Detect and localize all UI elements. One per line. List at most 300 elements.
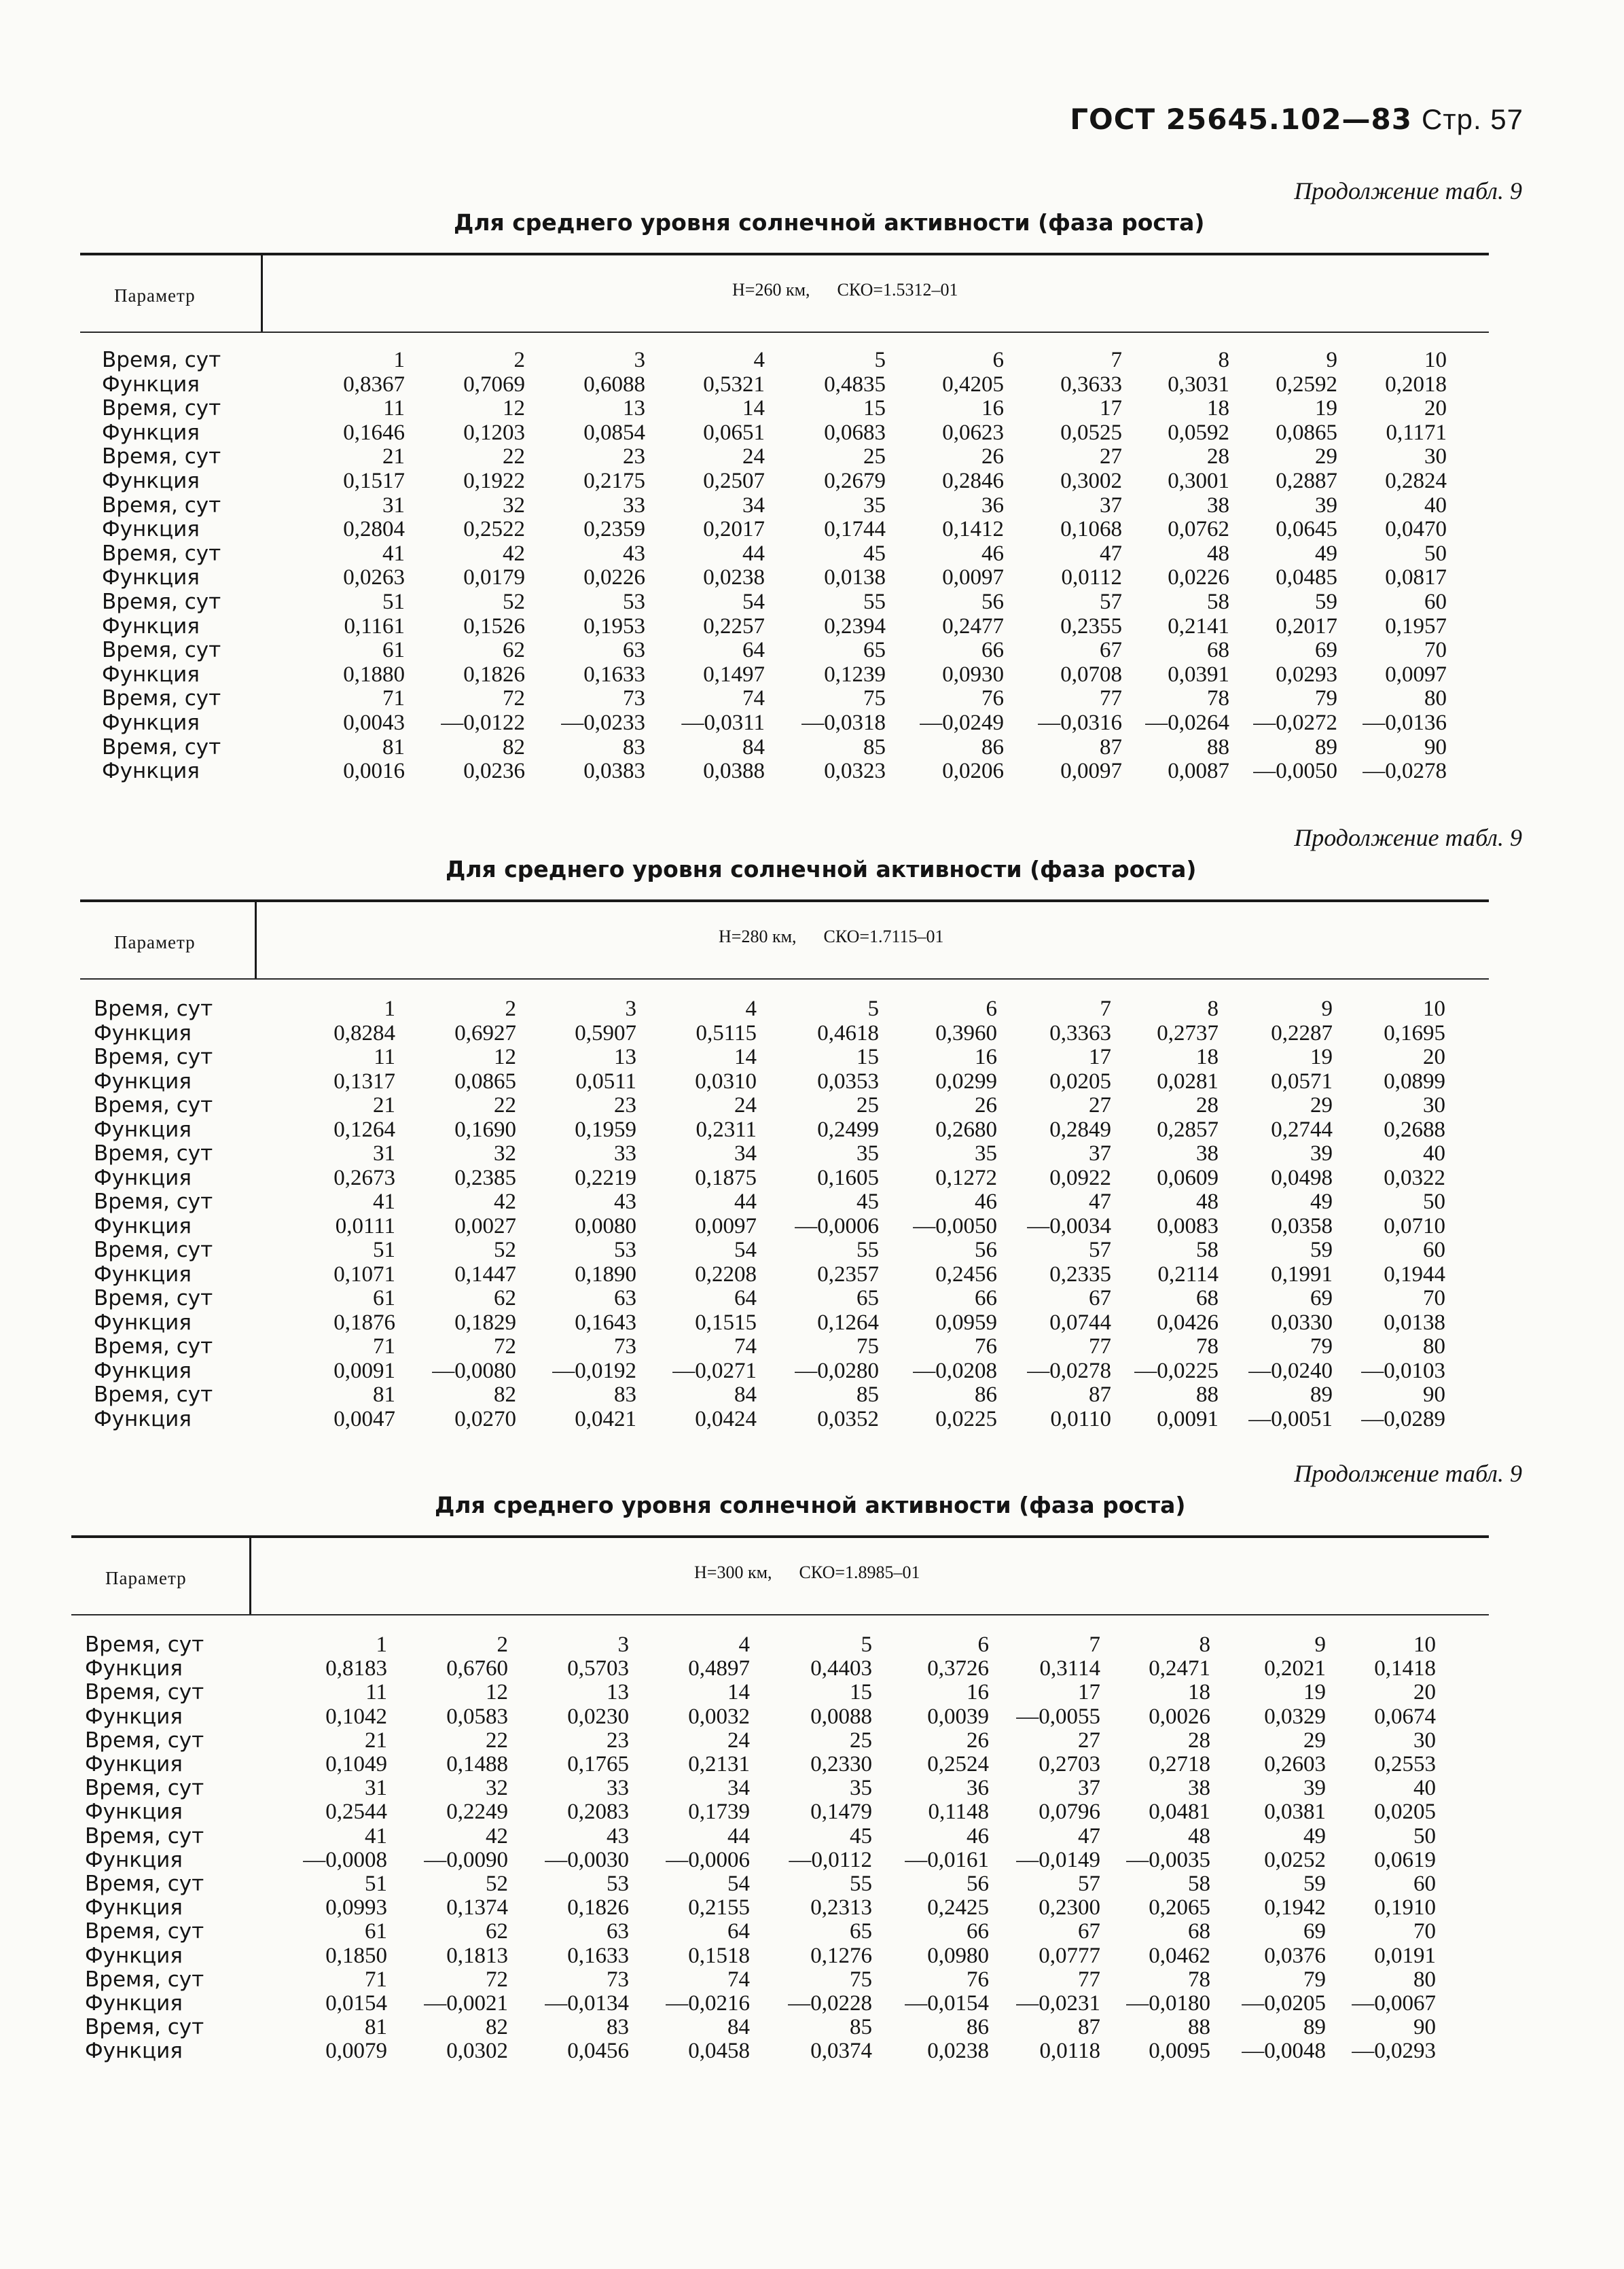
table-cell: 0,0796	[1039, 1800, 1100, 1825]
table-cell: 75	[850, 1967, 872, 1992]
table-cell: 0,0095	[1149, 2039, 1210, 2064]
table-row	[85, 1944, 1489, 1968]
table-cell: 0,1042	[325, 1704, 387, 1729]
table-cell: 0,0310	[695, 1069, 757, 1094]
table-cell: 0,1953	[583, 613, 645, 639]
table-cell: 0,0118	[1039, 2039, 1100, 2064]
table-cell: 0,0959	[935, 1310, 997, 1335]
table-cell: 0,0083	[1157, 1213, 1219, 1238]
table-cell: —0,0051	[1248, 1406, 1333, 1431]
table-cell: 0,2553	[1374, 1752, 1436, 1776]
table-cell: 0,0426	[1157, 1310, 1219, 1335]
table-cell: 77	[1078, 1967, 1100, 1992]
table-cell: —0,0216	[666, 1991, 750, 2016]
table-cell: 19	[1315, 396, 1337, 421]
table-cell: 71	[365, 1967, 387, 1992]
table-cell: 67	[1089, 1286, 1111, 1310]
table-cell: —0,0149	[1016, 1847, 1100, 1872]
table-cell: 0,1739	[688, 1800, 750, 1825]
table-cell: —0,0008	[303, 1847, 387, 1872]
table-cell: 0,0205	[1049, 1069, 1111, 1094]
table-cell: 0,0609	[1157, 1165, 1219, 1190]
row-label: Время, сут	[94, 1382, 213, 1407]
table-cell: 49	[1315, 541, 1337, 566]
table-cell: 22	[486, 1728, 508, 1753]
table-row	[94, 1407, 1489, 1431]
table-cell: —0,0280	[795, 1358, 879, 1383]
table-cell: 0,2359	[583, 517, 645, 542]
table-cell: 0,3960	[935, 1020, 997, 1046]
table-cell: 0,8183	[325, 1656, 387, 1681]
table-cell: 11	[374, 1045, 395, 1069]
table-cell: 0,2524	[927, 1752, 989, 1776]
sko-label: СКО=1.8985–01	[799, 1562, 920, 1582]
table-cell: 0,0179	[463, 565, 525, 590]
table-cell: 0,0388	[703, 759, 765, 784]
table-cell: 0,0525	[1060, 420, 1122, 445]
row-label: Время, сут	[94, 1190, 213, 1214]
table-cell: 0,1922	[463, 469, 525, 493]
row-label: Время, сут	[94, 1045, 213, 1069]
table-cell: —0,0289	[1361, 1406, 1445, 1431]
table-cell: 90	[1424, 734, 1447, 760]
table-cell: 26	[975, 1093, 997, 1118]
table-cell: 79	[1315, 686, 1337, 711]
table-cell: —0,0228	[788, 1991, 872, 2016]
table-row	[85, 1800, 1489, 1824]
table-cell: 47	[1078, 1823, 1100, 1848]
table-cell: 31	[382, 493, 405, 518]
row-label: Время, сут	[102, 638, 221, 663]
table-cell: 0,0358	[1271, 1213, 1333, 1238]
table-cell: 76	[981, 686, 1004, 711]
row-label: Время, сут	[94, 1093, 213, 1118]
table-cell: 0,2703	[1039, 1752, 1100, 1776]
table-top-rule	[71, 1535, 1489, 1538]
row-label: Время, сут	[94, 997, 213, 1021]
table-cell: 0,0421	[575, 1406, 636, 1431]
table-row	[85, 1752, 1489, 1776]
table-cell: 0,0205	[1374, 1800, 1436, 1825]
table-cell: 0,1944	[1384, 1262, 1445, 1287]
table-cell: 48	[1207, 541, 1229, 566]
table-cell: 74	[742, 686, 765, 711]
table-cell: 0,2857	[1157, 1117, 1219, 1142]
table-cell: 0,2355	[1060, 613, 1122, 639]
table-row	[85, 2039, 1489, 2063]
table-cell: 66	[975, 1286, 997, 1310]
table-cell: 86	[967, 2015, 989, 2040]
table-cell: 73	[614, 1334, 636, 1359]
table-cell: 0,1890	[575, 1262, 636, 1287]
table-cell: 0,1880	[343, 662, 405, 687]
table-cell: —0,0080	[432, 1358, 516, 1383]
table-cell: 0,2680	[935, 1117, 997, 1142]
table-cell: 0,6760	[446, 1656, 508, 1681]
table-cell: 55	[850, 1872, 872, 1896]
table-cell: 64	[742, 638, 765, 663]
table-cell: 54	[742, 590, 765, 614]
table-cell: 2	[497, 1632, 508, 1657]
table-cell: 0,0079	[325, 2039, 387, 2064]
table-cell: 6	[977, 1632, 989, 1657]
table-params-info	[719, 927, 944, 947]
table-cell: 62	[503, 638, 525, 663]
table-cell: 0,0225	[935, 1406, 997, 1431]
table-cell: 0,0571	[1271, 1069, 1333, 1094]
param-column-header: Параметр	[105, 1568, 187, 1588]
row-label: Функция	[85, 1656, 183, 1681]
table-cell: 0,4205	[942, 372, 1004, 397]
table-cell: 29	[1315, 444, 1337, 469]
row-label: Функция	[94, 1069, 192, 1094]
table-cell: 31	[373, 1141, 395, 1166]
table-cell: 34	[734, 1141, 757, 1166]
table-cell: 64	[727, 1919, 750, 1944]
table-cell: —0,0021	[424, 1991, 508, 2016]
table-cell: 8	[1199, 1632, 1210, 1657]
table-cell: 30	[1424, 444, 1447, 469]
table-cell: 77	[1089, 1334, 1111, 1359]
table-cell: 61	[373, 1286, 395, 1310]
table-cell: 0,1264	[817, 1310, 879, 1335]
table-cell: 0,1317	[333, 1069, 395, 1094]
table-cell: 18	[1207, 396, 1229, 421]
table-row	[94, 1238, 1489, 1262]
table-cell: 89	[1315, 734, 1337, 760]
table-top-rule	[80, 899, 1489, 902]
table-cell: —0,0272	[1253, 711, 1337, 735]
table-cell: 0,2021	[1264, 1656, 1326, 1681]
table-row	[102, 711, 1489, 735]
table-cell: 44	[727, 1823, 750, 1848]
table-cell: 0,0047	[333, 1406, 395, 1431]
table-cell: 0,0744	[1049, 1310, 1111, 1335]
table-cell: 39	[1303, 1776, 1326, 1801]
table-cell: 0,1049	[325, 1752, 387, 1776]
table-cell: 0,0238	[703, 565, 765, 590]
table-cell: 0,6927	[454, 1020, 516, 1046]
table-cell: 63	[614, 1286, 636, 1310]
table-cell: 0,2219	[575, 1165, 636, 1190]
table-cell: 55	[856, 1238, 879, 1262]
table-cell: 0,1526	[463, 613, 525, 639]
table-cell: 80	[1424, 686, 1447, 711]
table-cell: 0,0097	[1385, 662, 1447, 687]
table-cell: 0,2849	[1049, 1117, 1111, 1142]
row-label: Функция	[102, 420, 200, 445]
table-cell: 3	[634, 348, 645, 372]
table-cell: 16	[975, 1045, 997, 1069]
row-label: Функция	[102, 565, 200, 590]
row-label: Функция	[85, 1752, 183, 1776]
table-cell: 0,2155	[688, 1895, 750, 1920]
table-cell: 0,0226	[583, 565, 645, 590]
table-cell: 81	[365, 2015, 387, 2040]
table-cell: 65	[863, 638, 886, 663]
table-cell: 0,2257	[703, 613, 765, 639]
table-cell: 0,3363	[1049, 1020, 1111, 1046]
table-cell: 0,1633	[567, 1943, 629, 1968]
table-cell: 0,5907	[575, 1020, 636, 1046]
table-cell: 71	[382, 686, 405, 711]
table-top-rule	[80, 253, 1489, 255]
table-cell: 84	[734, 1382, 757, 1407]
table-cell: 60	[1423, 1238, 1445, 1262]
table-cell: 0,2249	[446, 1800, 508, 1825]
table-cell: 0,0302	[446, 2039, 508, 2064]
table-cell: 43	[623, 541, 645, 566]
table-cell: 0,1765	[567, 1752, 629, 1776]
table-cell: 68	[1188, 1919, 1210, 1944]
table-cell: 5	[861, 1632, 872, 1657]
table-cell: 0,2824	[1385, 469, 1447, 493]
table-cell: 24	[734, 1093, 757, 1118]
table-cell: 0,6088	[583, 372, 645, 397]
table-cell: 65	[856, 1286, 879, 1310]
table-cell: 0,2385	[454, 1165, 516, 1190]
table-cell: 0,0592	[1168, 420, 1229, 445]
table-cell: 0,0993	[325, 1895, 387, 1920]
table-cell: 0,2131	[688, 1752, 750, 1776]
table-cell: 37	[1089, 1141, 1111, 1166]
table-cell: 30	[1423, 1093, 1445, 1118]
table-cell: 0,0383	[583, 759, 645, 784]
table-cell: 0,5321	[703, 372, 765, 397]
table-cell: 0,0374	[810, 2039, 872, 2064]
table-cell: 0,0456	[567, 2039, 629, 2064]
table-cell: 0,0485	[1276, 565, 1337, 590]
table-cell: 0,7069	[463, 372, 525, 397]
table-row	[102, 662, 1489, 687]
table-cell: —0,0122	[441, 711, 525, 735]
table-row	[94, 1382, 1489, 1407]
table-cell: 86	[981, 734, 1004, 760]
table-cell: 48	[1188, 1823, 1210, 1848]
table-cell: 69	[1303, 1919, 1326, 1944]
table-cell: 47	[1089, 1190, 1111, 1214]
table-cell: 14	[742, 396, 765, 421]
table-cell: 0,0026	[1149, 1704, 1210, 1729]
table-cell: 0,2679	[824, 469, 886, 493]
table-cell: 7	[1089, 1632, 1100, 1657]
param-column-header: Параметр	[114, 932, 196, 952]
table-cell: 50	[1413, 1823, 1436, 1848]
table-cell: 28	[1196, 1093, 1219, 1118]
table-cell: 0,1959	[575, 1117, 636, 1142]
param-column-header: Параметр	[114, 285, 196, 306]
table-cell: 65	[850, 1919, 872, 1944]
row-label: Функция	[85, 1943, 183, 1968]
table-cell: 83	[623, 734, 645, 760]
row-label: Функция	[85, 1895, 183, 1920]
table-row	[94, 1045, 1489, 1069]
table-cell: 73	[623, 686, 645, 711]
table-cell: 62	[486, 1919, 508, 1944]
table-params-info	[694, 1562, 920, 1583]
table-cell: 50	[1424, 541, 1447, 566]
row-label: Функция	[102, 759, 200, 784]
row-label: Функция	[94, 1213, 192, 1238]
table-cell: 29	[1303, 1728, 1326, 1753]
table-cell: 0,1488	[446, 1752, 508, 1776]
row-label: Время, сут	[102, 444, 221, 469]
table-params-info	[732, 280, 958, 300]
table-cell: 0,1910	[1374, 1895, 1436, 1920]
table-cell: 85	[863, 734, 886, 760]
table-cell: —0,0231	[1016, 1991, 1100, 2016]
table-cell: 10	[1423, 997, 1445, 1021]
table-cell: 88	[1196, 1382, 1219, 1407]
table-cell: 87	[1078, 2015, 1100, 2040]
table-cell: 0,1605	[817, 1165, 879, 1190]
table-cell: 69	[1310, 1286, 1333, 1310]
table-cell: 24	[742, 444, 765, 469]
table-cell: 69	[1315, 638, 1337, 663]
table-cell: 5	[874, 348, 886, 372]
table-row	[85, 1824, 1489, 1848]
table-cell: 10	[1413, 1632, 1436, 1657]
table-row	[85, 1776, 1489, 1800]
table-cell: 20	[1413, 1680, 1436, 1705]
table-cell: 0,0623	[942, 420, 1004, 445]
table-cell: 0,2330	[810, 1752, 872, 1776]
table-cell: 0,1068	[1060, 517, 1122, 542]
table-cell: 0,2688	[1384, 1117, 1445, 1142]
table-cell: 62	[494, 1286, 516, 1310]
table-cell: 45	[850, 1823, 872, 1848]
table-cell: —0,0205	[1242, 1991, 1326, 2016]
table-header-divider	[249, 1538, 251, 1614]
table-cell: 76	[967, 1967, 989, 1992]
table-cell: 0,0481	[1149, 1800, 1210, 1825]
table-cell: 0,1646	[343, 420, 405, 445]
table-cell: 0,1991	[1271, 1262, 1333, 1287]
table-cell: 52	[494, 1238, 516, 1262]
table-cell: 8	[1207, 997, 1219, 1021]
row-label: Функция	[102, 662, 200, 687]
table-cell: 0,0097	[942, 565, 1004, 590]
row-label: Время, сут	[85, 1872, 204, 1896]
table-cell: —0,0233	[561, 711, 645, 735]
table-cell: 0,0470	[1385, 517, 1447, 542]
table-cell: 0,0922	[1049, 1165, 1111, 1190]
table-cell: 22	[503, 444, 525, 469]
table-cell: 0,0270	[454, 1406, 516, 1431]
table-cell: 0,0645	[1276, 517, 1337, 542]
table-row	[85, 1728, 1489, 1753]
table-cell: 77	[1100, 686, 1122, 711]
table-cell: 52	[503, 590, 525, 614]
table-cell: —0,0050	[913, 1213, 997, 1238]
table-title: Для среднего уровня солнечной активности (фаза роста)	[435, 1492, 1186, 1518]
table-cell: 67	[1100, 638, 1122, 663]
sko-label: СКО=1.5312–01	[837, 280, 958, 300]
table-cell: —0,0278	[1363, 759, 1447, 784]
table-cell: 52	[486, 1872, 508, 1896]
table-cell: 85	[856, 1382, 879, 1407]
table-cell: 1	[384, 997, 395, 1021]
table-header-bottom-rule	[80, 978, 1489, 980]
table-cell: 14	[727, 1680, 750, 1705]
table-cell: 0,2394	[824, 613, 886, 639]
table-row	[94, 1021, 1489, 1046]
table-cell: 0,8284	[333, 1020, 395, 1046]
table-cell: 0,0498	[1271, 1165, 1333, 1190]
table-cell: —0,0271	[672, 1358, 757, 1383]
table-cell: 75	[856, 1334, 879, 1359]
table-cell: 2	[505, 997, 516, 1021]
table-cell: 23	[623, 444, 645, 469]
table-cell: 10	[1424, 348, 1447, 372]
table-header-divider	[255, 902, 257, 978]
row-label: Время, сут	[102, 541, 221, 566]
table-cell: 16	[967, 1680, 989, 1705]
table-cell: 0,0462	[1149, 1943, 1210, 1968]
row-label: Функция	[102, 469, 200, 493]
table-cell: 0,0043	[343, 711, 405, 735]
table-cell: 0,0110	[1050, 1406, 1111, 1431]
table-cell: 59	[1315, 590, 1337, 614]
table-cell: 90	[1423, 1382, 1445, 1407]
table-cell: 23	[614, 1093, 636, 1118]
table-cell: 89	[1303, 2015, 1326, 2040]
table-cell: 2	[513, 348, 525, 372]
table-cell: 0,5703	[567, 1656, 629, 1681]
table-cell: —0,0278	[1027, 1358, 1111, 1383]
table-cell: 54	[727, 1872, 750, 1896]
table-row	[85, 1895, 1489, 1920]
row-label: Время, сут	[85, 1680, 204, 1705]
row-label: Время, сут	[102, 396, 221, 421]
table-row	[85, 1632, 1489, 1657]
table-cell: 0,1875	[695, 1165, 757, 1190]
table-row	[102, 614, 1489, 639]
table-cell: 74	[727, 1967, 750, 1992]
table-cell: 41	[365, 1823, 387, 1848]
table-row	[94, 1190, 1489, 1214]
table-cell: 0,0323	[824, 759, 886, 784]
table-cell: 0,1695	[1384, 1020, 1445, 1046]
table-cell: 41	[382, 541, 405, 566]
table-row	[85, 1680, 1489, 1704]
table-cell: 17	[1078, 1680, 1100, 1705]
table-cell: 0,0511	[575, 1069, 636, 1094]
table-cell: 0,0381	[1264, 1800, 1326, 1825]
table-cell: 8	[1218, 348, 1229, 372]
table-cell: 17	[1089, 1045, 1111, 1069]
table-cell: 27	[1078, 1728, 1100, 1753]
table-cell: 0,0322	[1384, 1165, 1445, 1190]
table-cell: —0,0318	[801, 711, 886, 735]
table-cell: 0,1876	[333, 1310, 395, 1335]
table-cell: 44	[734, 1190, 757, 1214]
table-cell: 0,2592	[1276, 372, 1337, 397]
table-cell: 68	[1196, 1286, 1219, 1310]
table-header-bottom-rule	[71, 1614, 1489, 1615]
table-title: Для среднего уровня солнечной активности (фаза роста)	[446, 856, 1197, 882]
row-label: Функция	[102, 711, 200, 735]
table-cell: 80	[1423, 1334, 1445, 1359]
row-label: Функция	[94, 1358, 192, 1383]
table-cell: 73	[607, 1967, 629, 1992]
table-cell: 51	[365, 1872, 387, 1896]
table-cell: 89	[1310, 1382, 1333, 1407]
table-cell: 54	[734, 1238, 757, 1262]
table-cell: 0,0281	[1157, 1069, 1219, 1094]
table-cell: 42	[486, 1823, 508, 1848]
row-label: Время, сут	[102, 493, 221, 518]
